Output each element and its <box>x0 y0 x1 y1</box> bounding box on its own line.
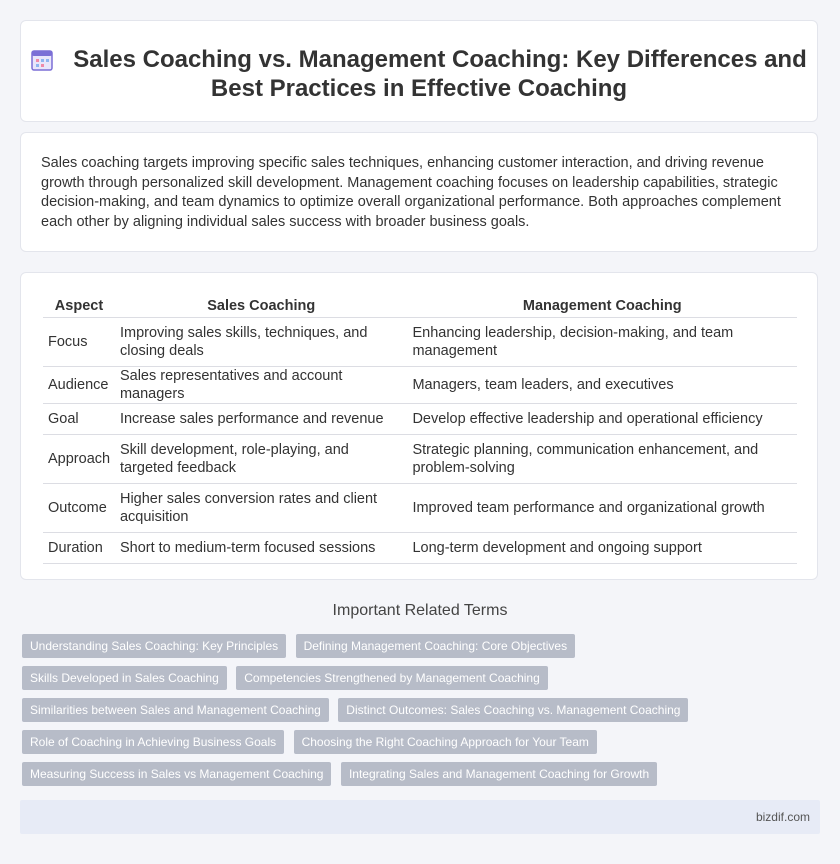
related-terms-list <box>22 634 792 794</box>
table-row <box>43 533 797 564</box>
related-terms-title: Important Related Terms <box>332 602 508 619</box>
sales-cell: Higher sales conversion rates and client acquisition <box>115 484 407 533</box>
comparison-table-card <box>20 272 818 580</box>
related-term-tag[interactable]: Defining Management Coaching: Core Objectives <box>296 634 575 658</box>
aspect-cell: Audience <box>43 367 115 404</box>
sales-cell: Skill development, role-playing, and targeted feedback <box>115 435 407 484</box>
calendar-icon <box>31 49 53 71</box>
comparison-table <box>43 295 797 564</box>
table-row <box>43 318 797 367</box>
summary-paragraph: Sales coaching targets improving specific sales techniques, enhancing customer interaction, and driving revenue growth through personalized skill development. Management coaching focuses on leadership capabilities, strategic decision-making, and team dynamics to optimize overall organizational performance. Both approaches complement each other by aligning individual sales success with broader business goals. <box>41 155 781 230</box>
management-cell: Enhancing leadership, decision-making, and team management <box>407 318 797 367</box>
table-row <box>43 404 797 435</box>
table-row <box>43 484 797 533</box>
related-term-tag[interactable]: Skills Developed in Sales Coaching <box>22 666 227 690</box>
management-cell: Develop effective leadership and operational efficiency <box>407 404 797 435</box>
header-sales-coaching: Sales Coaching <box>115 295 407 318</box>
table-row <box>43 435 797 484</box>
related-term-tag[interactable]: Integrating Sales and Management Coaching for Growth <box>341 762 657 786</box>
summary-card <box>20 132 818 252</box>
aspect-cell: Duration <box>43 533 115 564</box>
aspect-cell: Goal <box>43 404 115 435</box>
table-header-row <box>43 295 797 318</box>
management-cell: Managers, team leaders, and executives <box>407 367 797 404</box>
aspect-cell: Approach <box>43 435 115 484</box>
management-cell: Strategic planning, communication enhancement, and problem-solving <box>407 435 797 484</box>
footer-site-link[interactable]: bizdif.com <box>755 810 810 824</box>
related-term-tag[interactable]: Measuring Success in Sales vs Management Coaching <box>22 762 331 786</box>
related-term-tag[interactable]: Choosing the Right Coaching Approach for Your Team <box>294 730 597 754</box>
related-term-tag[interactable]: Understanding Sales Coaching: Key Principles <box>22 634 286 658</box>
page-title: Sales Coaching vs. Management Coaching: Key Differences and Best Practices in Effective Coaching <box>73 46 807 102</box>
related-term-tag[interactable]: Distinct Outcomes: Sales Coaching vs. Management Coaching <box>338 698 688 722</box>
sales-cell: Increase sales performance and revenue <box>115 404 407 435</box>
table-row <box>43 367 797 404</box>
sales-cell: Sales representatives and account managers <box>115 367 407 404</box>
sales-cell: Short to medium-term focused sessions <box>115 533 407 564</box>
management-cell: Long-term development and ongoing support <box>407 533 797 564</box>
footer-bar <box>20 800 820 834</box>
title-card <box>20 20 818 122</box>
related-term-tag[interactable]: Competencies Strengthened by Management Coaching <box>236 666 548 690</box>
header-management-coaching: Management Coaching <box>407 295 797 318</box>
header-aspect: Aspect <box>43 295 115 318</box>
related-term-tag[interactable]: Role of Coaching in Achieving Business Goals <box>22 730 284 754</box>
aspect-cell: Focus <box>43 318 115 367</box>
related-term-tag[interactable]: Similarities between Sales and Management Coaching <box>22 698 329 722</box>
sales-cell: Improving sales skills, techniques, and closing deals <box>115 318 407 367</box>
aspect-cell: Outcome <box>43 484 115 533</box>
management-cell: Improved team performance and organizational growth <box>407 484 797 533</box>
